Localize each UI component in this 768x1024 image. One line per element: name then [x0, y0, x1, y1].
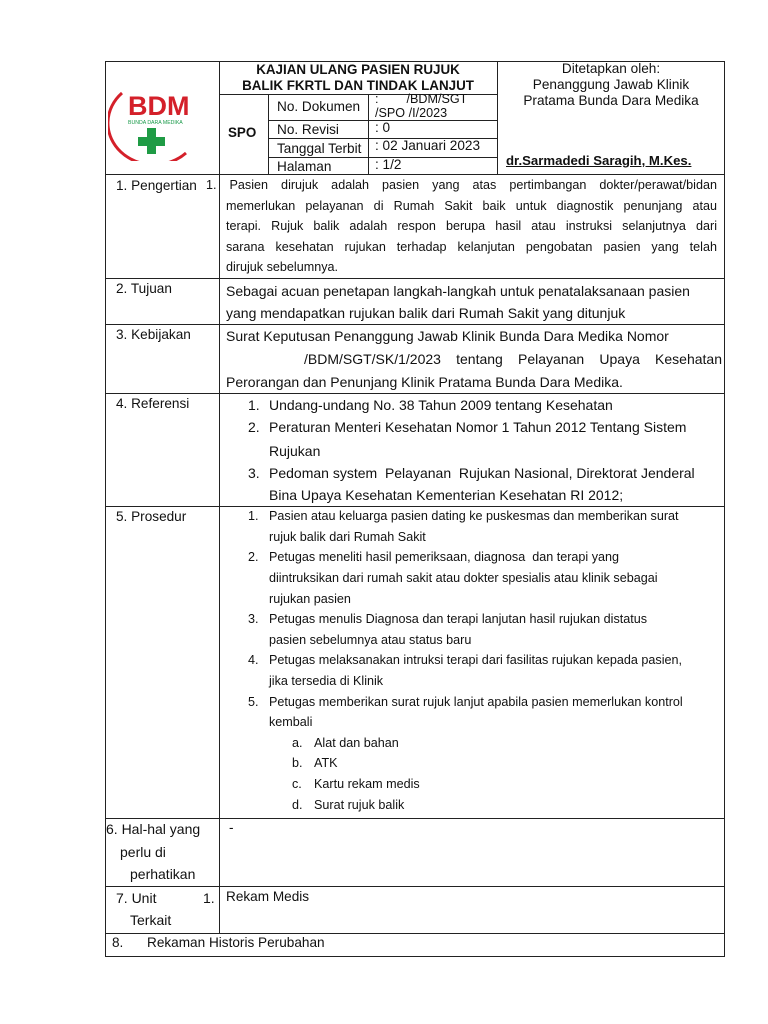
pengertian-line: terapi. Rujuk balik adalah respon berupa hasil atau instruksi selanjutnya dari [226, 219, 717, 233]
prosedur-item-text: Petugas melaksanakan intruksi terapi dari fasilitas rujukan kepada pasien, [269, 653, 683, 667]
referensi-item-number: 3. [248, 465, 260, 481]
tujuan-line: Sebagai acuan penetapan langkah-langkah untuk penatalaksanaan pasien [226, 283, 690, 299]
prosedur-item-number: 1. [248, 509, 259, 523]
referensi-item-text: Bina Upaya Kesehatan Kementerian Kesehatan RI 2012; [269, 487, 624, 503]
kebijakan-line: Perorangan dan Penunjang Klinik Pratama Bunda Dara Medika. [226, 374, 623, 390]
logo-text: BDM [128, 91, 190, 121]
prosedur-item-number: 5. [248, 695, 259, 709]
section-label-hal-hal: perhatikan [130, 866, 196, 882]
field-label-tanggal-terbit: Tanggal Terbit [277, 141, 362, 156]
referensi-item-text: Peraturan Menteri Kesehatan Nomor 1 Tahun 2012 Tentang Sistem [269, 419, 687, 435]
logo-subtext: BUNDA DARA MEDIKA [128, 120, 183, 126]
border-right [724, 61, 725, 957]
tujuan-line: yang mendapatkan rujukan balik dari Rumah Sakit yang ditunjuk [226, 305, 626, 321]
bdm-logo [108, 75, 203, 161]
prosedur-subitem-number: b. [292, 756, 303, 770]
approval-signatory: dr.Sarmadedi Saragih, M.Kes. [506, 153, 692, 168]
field-label-no-revisi: No. Revisi [277, 122, 339, 137]
prosedur-subitem-number: d. [292, 798, 303, 812]
section-label-referensi: 4. Referensi [116, 396, 190, 411]
prosedur-subitem-text: Surat rujuk balik [314, 798, 405, 812]
referensi-item-number: 2. [248, 419, 260, 435]
section-label-unit-terkait: 7. Unit [116, 890, 157, 906]
approval-line3: Pratama Bunda Dara Medika [523, 93, 699, 108]
prosedur-item-text: kembali [269, 715, 313, 729]
pengertian-line: dirujuk sebelumnya. [226, 260, 339, 274]
field-value-tanggal-terbit: : 02 Januari 2023 [375, 138, 481, 153]
prosedur-item-text: rujuk balik dari Rumah Sakit [269, 530, 426, 544]
row-divider-6 [105, 886, 725, 887]
section-label-unit-terkait: Terkait [130, 912, 172, 928]
referensi-item-text: Undang-undang No. 38 Tahun 2009 tentang Kesehatan [269, 397, 613, 413]
referensi-item-text: Rujukan [269, 443, 321, 459]
medical-cross-icon [138, 128, 165, 154]
section-label-hal-hal: perlu di [120, 844, 166, 860]
pengertian-line: memerlukan pelayanan di Rumah Sakit baik untuk diagnostik penunjang atau [226, 199, 717, 213]
document-title-line2: BALIK FKRTL DAN TINDAK LANJUT [242, 78, 474, 93]
prosedur-item-text: diintruksikan dari rumah sakit atau dokter spesialis atau klinik sebagai [269, 571, 658, 585]
referensi-item-number: 1. [248, 397, 260, 413]
field-label-halaman: Halaman [277, 159, 332, 174]
field-value-no-dokumen-line2: /SPO /I/2023 [375, 106, 448, 120]
section-label-tujuan: 2. Tujuan [116, 281, 172, 296]
rekaman-number: 8. [112, 935, 124, 950]
prosedur-subitem-text: Alat dan bahan [314, 736, 399, 750]
prosedur-subitem-number: c. [292, 777, 302, 791]
pengertian-line: 1. Pasien dirujuk adalah pasien yang atas pertimbangan dokter/perawat/bidan [206, 178, 717, 192]
prosedur-item-text: Petugas memberikan surat rujuk lanjut apabila pasien memerlukan kontrol [269, 695, 683, 709]
prosedur-item-text: Petugas menulis Diagnosa dan terapi lanjutan hasil rujukan distatus [269, 612, 648, 626]
prosedur-subitem-number: a. [292, 736, 303, 750]
field-value-no-dokumen-line1: : /BDM/SGT [375, 92, 468, 106]
section-label-hal-hal: 6. Hal-hal yang [106, 821, 201, 837]
prosedur-item-text: pasien sebelumnya atau status baru [269, 633, 472, 647]
approval-line2: Penanggung Jawab Klinik [532, 77, 690, 92]
hal-hal-value: - [229, 820, 234, 835]
pengertian-line: sarana kesehatan rujukan terhadap kelanjutan pengobatan pasien yang telah [226, 240, 717, 254]
spo-label: SPO [228, 125, 257, 140]
spo-divider [268, 94, 269, 174]
prosedur-subitem-text: Kartu rekam medis [314, 777, 420, 791]
field-value-no-revisi: : 0 [375, 120, 391, 135]
prosedur-item-number: 2. [248, 550, 259, 564]
field-label-no-dokumen: No. Dokumen [277, 99, 361, 114]
prosedur-item-text: Pasien atau keluarga pasien dating ke puskesmas dan memberikan surat [269, 509, 679, 523]
kebijakan-line: Surat Keputusan Penanggung Jawab Klinik Bunda Dara Medika Nomor [226, 328, 669, 344]
border-bottom [105, 956, 725, 957]
prosedur-item-number: 3. [248, 612, 259, 626]
approval-line1: Ditetapkan oleh: [561, 61, 661, 76]
section-label-pengertian: 1. Pengertian [116, 178, 197, 193]
field-divider [368, 94, 369, 174]
referensi-item-text: Pedoman system Pelayanan Rujukan Nasional, Direktorat Jenderal [269, 465, 695, 481]
prosedur-item-text: Petugas meneliti hasil pemeriksaan, diagnosa dan terapi yang [269, 550, 620, 564]
field-value-halaman: : 1/2 [375, 157, 402, 172]
unit-terkait-number: 1. [203, 890, 215, 906]
section-label-prosedur: 5. Prosedur [116, 509, 187, 524]
prosedur-item-number: 4. [248, 653, 259, 667]
rekaman-label: Rekaman Historis Perubahan [147, 935, 325, 950]
section-label-kebijakan: 3. Kebijakan [116, 327, 191, 342]
prosedur-item-text: rujukan pasien [269, 592, 351, 606]
prosedur-item-text: jika tersedia di Klinik [269, 674, 384, 688]
kebijakan-line: /BDM/SGT/SK/1/2023 tentang Pelayanan Upaya Kesehatan [304, 351, 722, 367]
unit-terkait-value: Rekam Medis [226, 889, 310, 904]
document-title-line1: KAJIAN ULANG PASIEN RUJUK [256, 62, 460, 77]
row-divider-1 [105, 278, 725, 279]
prosedur-subitem-text: ATK [314, 756, 338, 770]
